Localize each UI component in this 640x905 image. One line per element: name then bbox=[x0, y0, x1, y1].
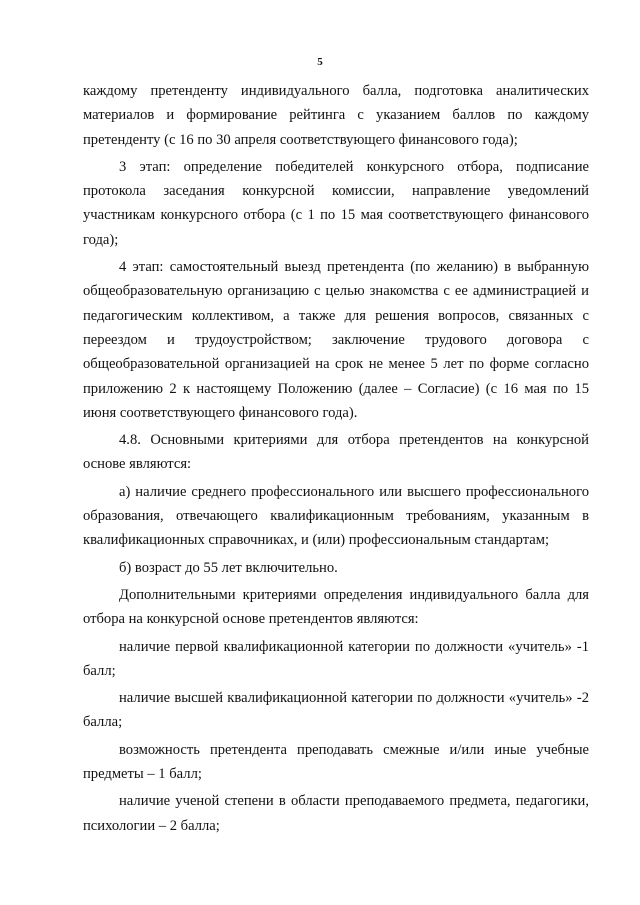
paragraph-stage-4: 4 этап: самостоятельный выезд претендента (по желанию) в выбранную общеобразовательную организацию с целью знакомства с ее администрацией и педагогическим коллективом, а также для решения вопросов, связанных с переездом и трудоустройством; заключение трудового договора с общеобразовательной организацией на срок не менее 5 лет по форме согласно приложению 2 к настоящему Положению (далее – Согласие) (с 16 мая по 15 июня соответствующего финансового года). bbox=[83, 259, 589, 421]
paragraph-stage-3: 3 этап: определение победителей конкурсного отбора, подписание протокола заседания конкурсной комиссии, направление уведомлений участникам конкурсного отбора (с 1 по 15 мая соответствующего финансового года); bbox=[83, 158, 589, 248]
paragraph-highest-category: наличие высшей квалификационной категории по должности «учитель» -2 балла; bbox=[83, 690, 589, 731]
paragraph-additional-criteria: Дополнительными критериями определения индивидуального балла для отбора на конкурсной основе претендентов являются: bbox=[83, 586, 589, 628]
paragraph-section-4-8: 4.8. Основными критериями для отбора претендентов на конкурсной основе являются: bbox=[83, 432, 589, 473]
page-number: 5 bbox=[317, 56, 323, 68]
paragraph-related-subjects: возможность претендента преподавать смежные и/или иные учебные предметы – 1 балл; bbox=[83, 741, 589, 783]
paragraph-stage-2-continuation: каждому претенденту индивидуального балла, подготовка аналитических материалов и формирование рейтинга с указанием баллов по каждому претенденту (с 16 по 30 апреля соответствующего финансового года); bbox=[83, 83, 589, 148]
paragraph-criterion-b: б) возраст до 55 лет включительно. bbox=[119, 559, 338, 576]
paragraph-criterion-a: а) наличие среднего профессионального или высшего профессионального образования, отвечающего квалификационным требованиям, указанным в квалификационных справочниках, и (или) профессиональным стандартам; bbox=[83, 483, 589, 549]
document-body bbox=[83, 79, 589, 838]
paragraph-academic-degree: наличие ученой степени в области преподаваемого предмета, педагогики, психологии – 2 балла; bbox=[83, 793, 589, 834]
paragraph-first-category: наличие первой квалификационной категории по должности «учитель» -1 балл; bbox=[83, 638, 589, 679]
